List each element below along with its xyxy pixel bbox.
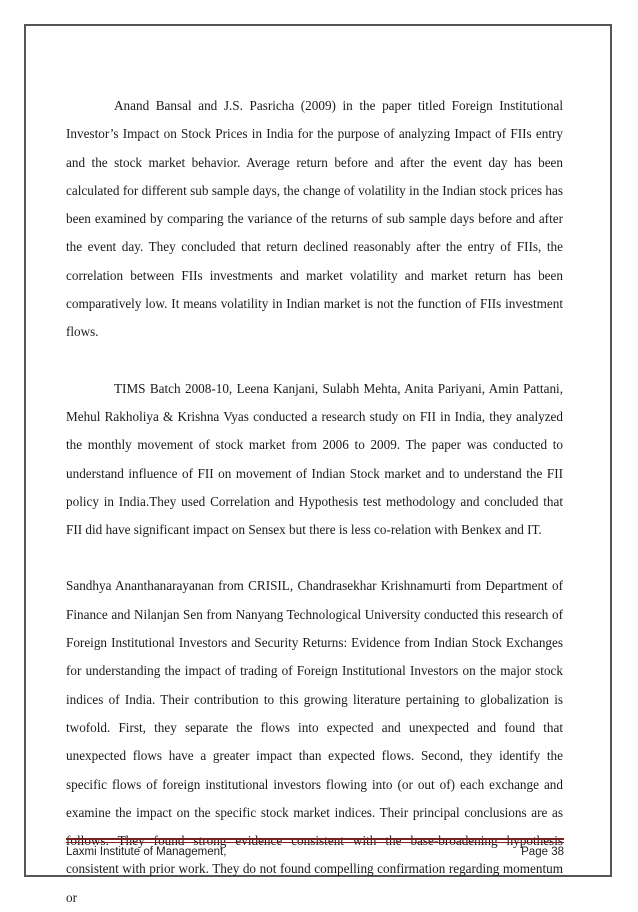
page-footer bbox=[66, 846, 564, 858]
paragraph-ananthanarayanan: Sandhya Ananthanarayanan from CRISIL, Chandrasekhar Krishnamurti from Department of Finance and Nilanjan Sen from Nanyang Technological University conducted this research of Foreign Institutional Investors and Security Returns: Evidence from Indian Stock Exchanges for understanding the impact of trading of Foreign Institutional Investors on the major stock indices of India. Their contribution to this growing literature pertaining to globalization is twofold. First, they separate the flows into expected and unexpected and found that unexpected flows have a greater impact than expected flows. Second, they identify the specific flows of foreign institutional investors flowing into (or out of) each exchange and examine the impact on the specific stock market indices. Their principal conclusions are as follows. They found strong evidence consistent with the base-broadening hypothesis consistent with prior work. They do not found compelling confirmation regarding momentum or bbox=[66, 578, 563, 905]
paragraph-tims-batch: TIMS Batch 2008-10, Leena Kanjani, Sulabh Mehta, Anita Pariyani, Amin Pattani, Mehul Rakholiya & Krishna Vyas conducted a research study on FII in India, they analyzed the monthly movement of stock market from 2006 to 2009. The paper was conducted to understand influence of FII on movement of Indian Stock market and to understand the FII policy in India.They used Correlation and Hypothesis test methodology and concluded that FII did have significant impact on Sensex but there is less co-relation with Benkex and IT. bbox=[66, 380, 563, 538]
document-body bbox=[66, 92, 563, 912]
footer-page-number: Page 38 bbox=[521, 846, 564, 858]
paragraph-bansal-pasricha: Anand Bansal and J.S. Pasricha (2009) in the paper titled Foreign Institutional Investor’s Impact on Stock Prices in India for the purpose of analyzing Impact of FIIs entry and the stock market behavior. Average return before and after the event day has been calculated for different sub sample days, the change of volatility in the Indian stock prices has been examined by comparing the variance of the returns of sub sample days before and after the event day. They concluded that return declined reasonably after the entry of FIIs, the correlation between FIIs investments and market volatility and market return has been comparatively low. It means volatility in Indian market is not the function of FIIs investment flows. bbox=[66, 98, 563, 340]
footer-rule-thin bbox=[66, 842, 564, 843]
footer-institute: Laxmi Institute of Management, bbox=[66, 846, 227, 858]
footer-rule-thick bbox=[66, 838, 564, 840]
